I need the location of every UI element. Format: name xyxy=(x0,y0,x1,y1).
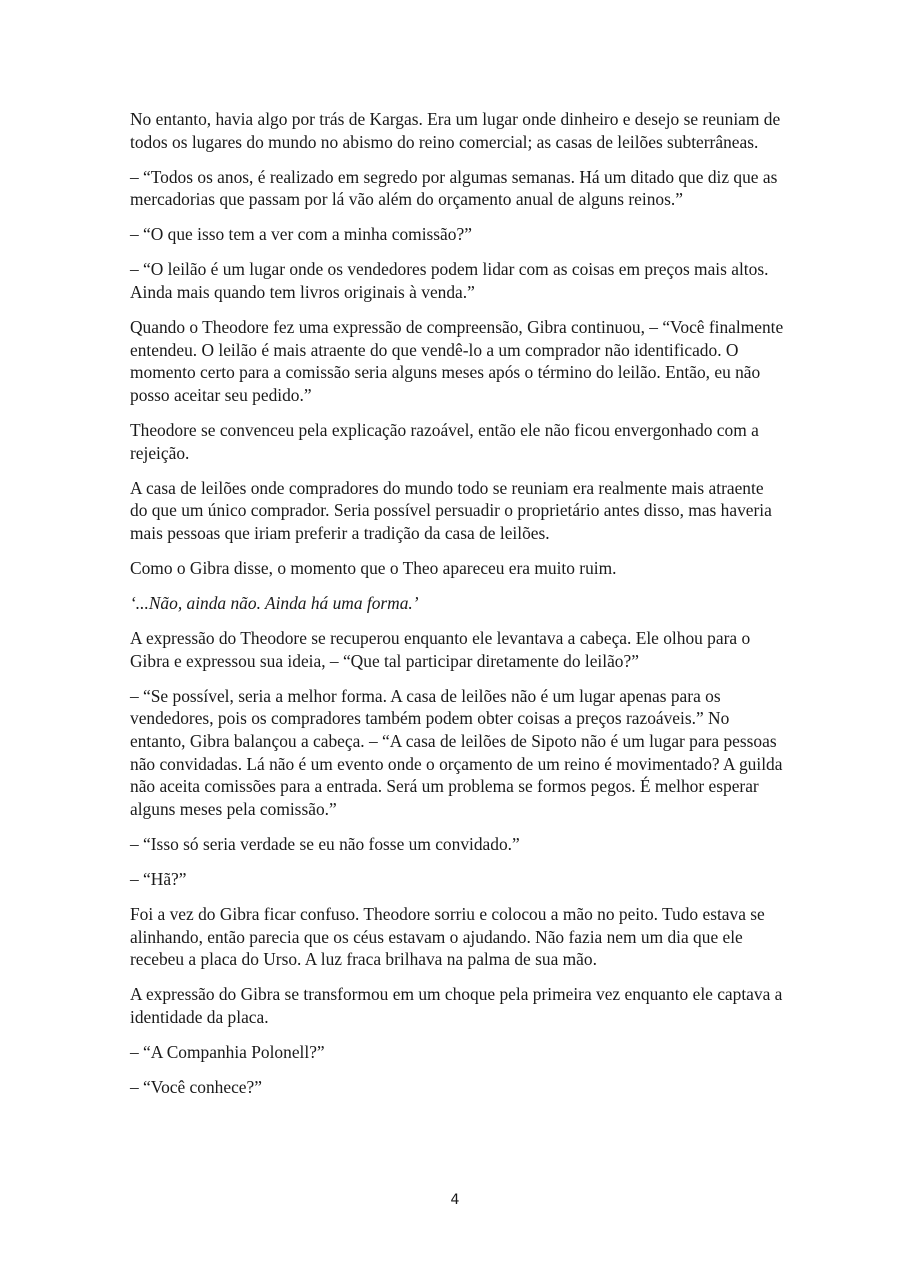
paragraph: – “O leilão é um lugar onde os vendedores podem lidar com as coisas em preços mais altos. Ainda mais quando tem livros originais à venda.” xyxy=(130,259,769,303)
paragraph: A casa de leilões onde compradores do mundo todo se reuniam era realmente mais atraente do que um único comprador. Seria possível persuadir o proprietário antes disso, mas haveria mais pessoas que iriam preferir a tradição da casa de leilões. xyxy=(130,477,772,543)
paragraph: No entanto, havia algo por trás de Kargas. Era um lugar onde dinheiro e desejo se reuniam de todos os lugares do mundo no abismo do reino comercial; as casas de leilões subterrâneas. xyxy=(130,109,781,152)
paragraph: Theodore se convenceu pela explicação razoável, então ele não ficou envergonhado com a rejeição. xyxy=(130,420,759,463)
paragraph: A expressão do Gibra se transformou em um choque pela primeira vez enquanto ele captava a identidade da placa. xyxy=(130,984,783,1027)
paragraph: A expressão do Theodore se recuperou enquanto ele levantava a cabeça. Ele olhou para o Gibra e expressou sua ideia, – “Que tal participar diretamente do leilão?” xyxy=(130,628,751,671)
italic-thought-paragraph: ‘...Não, ainda não. Ainda há uma forma.’ xyxy=(130,593,419,614)
paragraph: – “O que isso tem a ver com a minha comissão?” xyxy=(130,224,472,245)
paragraph: Como o Gibra disse, o momento que o Theo apareceu era muito ruim. xyxy=(130,558,617,578)
paragraph: – “Todos os anos, é realizado em segredo por algumas semanas. Há um ditado que diz que as mercadorias que passam por lá vão além do orçamento anual de alguns reinos.” xyxy=(130,166,778,210)
paragraph: – “Você conhece?” xyxy=(130,1077,262,1098)
paragraph: Quando o Theodore fez uma expressão de compreensão, Gibra continuou, – “Você finalmente entendeu. O leilão é mais atraente do que vendê-lo a um comprador não identificado. O momento certo para a comissão seria alguns meses após o término do leilão. Então, eu não posso aceitar seu pedido.” xyxy=(130,317,784,405)
paragraph: – “Isso só seria verdade se eu não fosse um convidado.” xyxy=(130,833,520,854)
paragraph: – “A Companhia Polonell?” xyxy=(130,1042,325,1063)
paragraph: Foi a vez do Gibra ficar confuso. Theodore sorriu e colocou a mão no peito. Tudo estava se alinhando, então parecia que os céus estavam o ajudando. Não fazia nem um dia que ele recebeu a placa do Urso. A luz fraca brilhava na palma de sua mão. xyxy=(130,904,765,970)
paragraph: – “Se possível, seria a melhor forma. A casa de leilões não é um lugar apenas para os vendedores, pois os compradores também podem obter coisas a preços razoáveis.” No entanto, Gibra balançou a cabeça. – “A casa de leilões de Sipoto não é um lugar para pessoas não convidadas. Lá não é um evento onde o orçamento de um reino é movimentado? A guilda não aceita comissões para a entrada. Será um problema se formos pegos. É melhor esperar alguns meses pela comissão.” xyxy=(130,685,783,819)
paragraph: – “Hã?” xyxy=(130,869,187,890)
page-number: 4 xyxy=(450,1192,460,1208)
document-body xyxy=(130,108,785,1111)
